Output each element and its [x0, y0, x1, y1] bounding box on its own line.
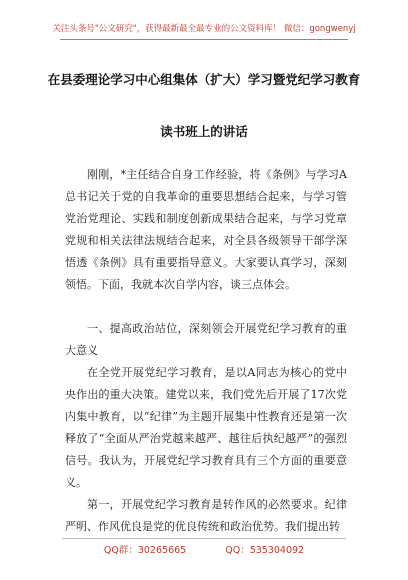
- header-divider: [60, 39, 348, 40]
- footer-qq-group: QQ群：30265665: [103, 545, 187, 556]
- footer-divider: [62, 538, 346, 539]
- document-title-line1: 在县委理论学习中心组集体（扩大）学习暨党纪学习教育: [47, 72, 361, 87]
- paragraph-heading-1: 一、提高政治站位，深刻领会开展党纪学习教育的重大意义: [65, 322, 347, 357]
- header-banner: 关注头条号"公文研究"，获得最新最全最专业的公文资料库！ 微信：gongwenyj: [52, 24, 356, 34]
- paragraph-intro: 刚刚，*主任结合自身工作经验，将《条例》与学习A总书记关于党的自我革命的重要思想结合起来，与学习管党治党理论、实践和制度创新成果结合起来，与学习党章党规和相关法律法规结合起来，对全县各级领导干部学深悟透《条例》具有重要指导意义。大家要认真学习，深刻领悟。下面，我就本次自学内容，谈三点体会。: [65, 168, 347, 291]
- footer-qq: QQ：535304092: [225, 545, 305, 556]
- document-title-line2: 读书班上的讲话: [160, 124, 248, 139]
- paragraph-body-2: 第一，开展党纪学习教育是转作风的必然要求。纪律严明、作风优良是党的优良传统和政治优势。我们提出转: [65, 498, 347, 533]
- paragraph-body-1: 在全党开展党纪学习教育，是以A同志为核心的党中央作出的重大决策。建党以来，我们党先后开展了17次党内集中教育，以“纪律”为主题开展集中性教育还是第一次释放了“全面从严治党越来越严、越往后执纪越严”的强烈信号。我认为，开展党纪学习教育具有三个方面的重要意义。: [65, 366, 347, 489]
- footer-contact: [0, 542, 408, 556]
